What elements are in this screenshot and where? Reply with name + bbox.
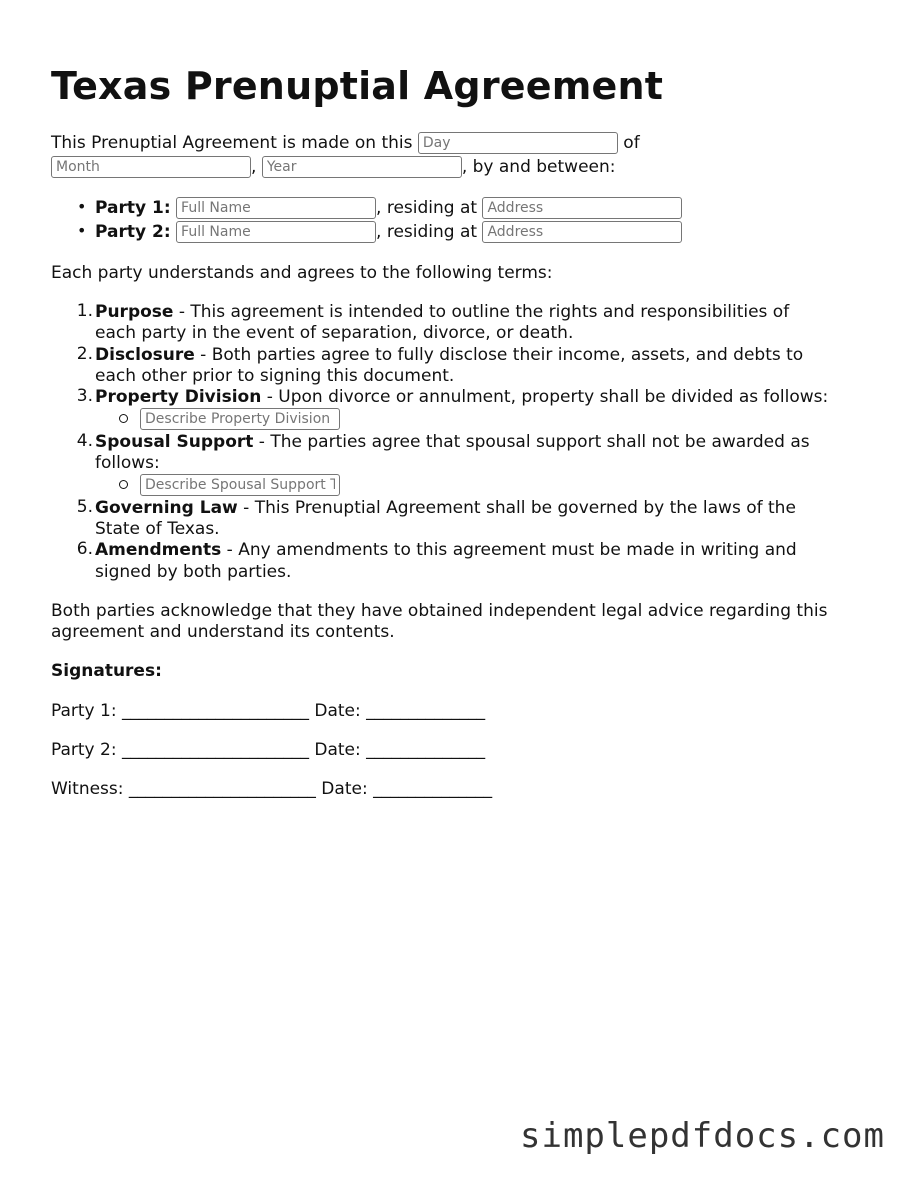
term-number: 5. <box>76 497 93 517</box>
terms-intro: Each party understands and agrees to the following terms: <box>51 263 553 283</box>
intro-comma: , <box>251 157 257 177</box>
party-2-name-input[interactable] <box>176 221 376 243</box>
signatures-heading <box>51 660 162 682</box>
party-1-name-input[interactable] <box>176 197 376 219</box>
term-disclosure <box>95 344 803 366</box>
term-title: Governing Law <box>95 498 238 518</box>
term-text: - This Prenuptial Agreement shall be governed by the laws of the <box>237 498 796 518</box>
term-text: - Both parties agree to fully disclose their income, assets, and debts to <box>194 345 804 365</box>
spousal-support-item <box>140 474 340 496</box>
signature-line-party-2: Party 2: ______________________ Date: ______________ <box>51 740 486 760</box>
term-number: 3. <box>76 386 93 406</box>
property-division-item <box>140 408 340 430</box>
brand-watermark: simplepdfdocs.com <box>520 1116 885 1156</box>
term-title: Property Division <box>95 387 262 407</box>
term-text: - This agreement is intended to outline the rights and responsibilities of <box>173 302 790 322</box>
party-1-address-input[interactable] <box>482 197 682 219</box>
term-amendments <box>95 539 797 561</box>
intro-line-2 <box>51 156 616 178</box>
month-input[interactable] <box>51 156 251 178</box>
sub-bullet-circle <box>119 480 128 489</box>
term-text-continued: State of Texas. <box>95 519 220 539</box>
term-number: 4. <box>76 431 93 451</box>
party-2-address-input[interactable] <box>482 221 682 243</box>
term-spousal-support <box>95 431 810 453</box>
spousal-support-input[interactable] <box>140 474 340 496</box>
party-2-label: Party 2: <box>95 222 171 242</box>
sub-bullet-circle <box>119 414 128 423</box>
page-title: Texas Prenuptial Agreement <box>51 64 664 108</box>
term-title: Disclosure <box>95 345 195 365</box>
signatures-heading-text: Signatures: <box>51 661 162 681</box>
bullet-dot: • <box>77 221 87 240</box>
term-text-continued: each other prior to signing this document. <box>95 366 455 386</box>
property-division-input[interactable] <box>140 408 340 430</box>
term-title: Spousal Support <box>95 432 254 452</box>
term-text-continued: follows: <box>95 453 160 473</box>
term-title: Purpose <box>95 302 174 322</box>
bullet-dot: • <box>77 197 87 216</box>
term-number: 2. <box>76 344 93 364</box>
party-2-residing-text: , residing at <box>376 222 478 242</box>
intro-between-text: , by and between: <box>461 157 616 177</box>
party-1-label: Party 1: <box>95 198 171 218</box>
term-text-continued: each party in the event of separation, divorce, or death. <box>95 323 574 343</box>
term-number: 6. <box>76 539 93 559</box>
term-governing-law <box>95 497 796 519</box>
intro-line-1 <box>51 132 640 154</box>
party-item-2 <box>95 221 682 243</box>
signature-line-party-1: Party 1: ______________________ Date: ______________ <box>51 701 486 721</box>
intro-made-text: This Prenuptial Agreement is made on this <box>51 133 413 153</box>
party-item-1 <box>95 197 682 219</box>
term-text: - Any amendments to this agreement must be made in writing and <box>221 540 797 560</box>
term-text: - Upon divorce or annulment, property shall be divided as follows: <box>261 387 829 407</box>
year-input[interactable] <box>262 156 462 178</box>
term-text-continued: signed by both parties. <box>95 562 292 582</box>
intro-of-text: of <box>623 133 640 153</box>
term-number: 1. <box>76 301 93 321</box>
term-text: - The parties agree that spousal support shall not be awarded as <box>253 432 810 452</box>
acknowledgment-line-1: Both parties acknowledge that they have obtained independent legal advice regarding this <box>51 601 828 621</box>
acknowledgment-line-2: agreement and understand its contents. <box>51 622 395 642</box>
term-purpose <box>95 301 789 323</box>
party-1-residing-text: , residing at <box>376 198 478 218</box>
term-property-division <box>95 386 828 408</box>
term-title: Amendments <box>95 540 222 560</box>
signature-line-witness: Witness: ______________________ Date: ______________ <box>51 779 493 799</box>
day-input[interactable] <box>418 132 618 154</box>
